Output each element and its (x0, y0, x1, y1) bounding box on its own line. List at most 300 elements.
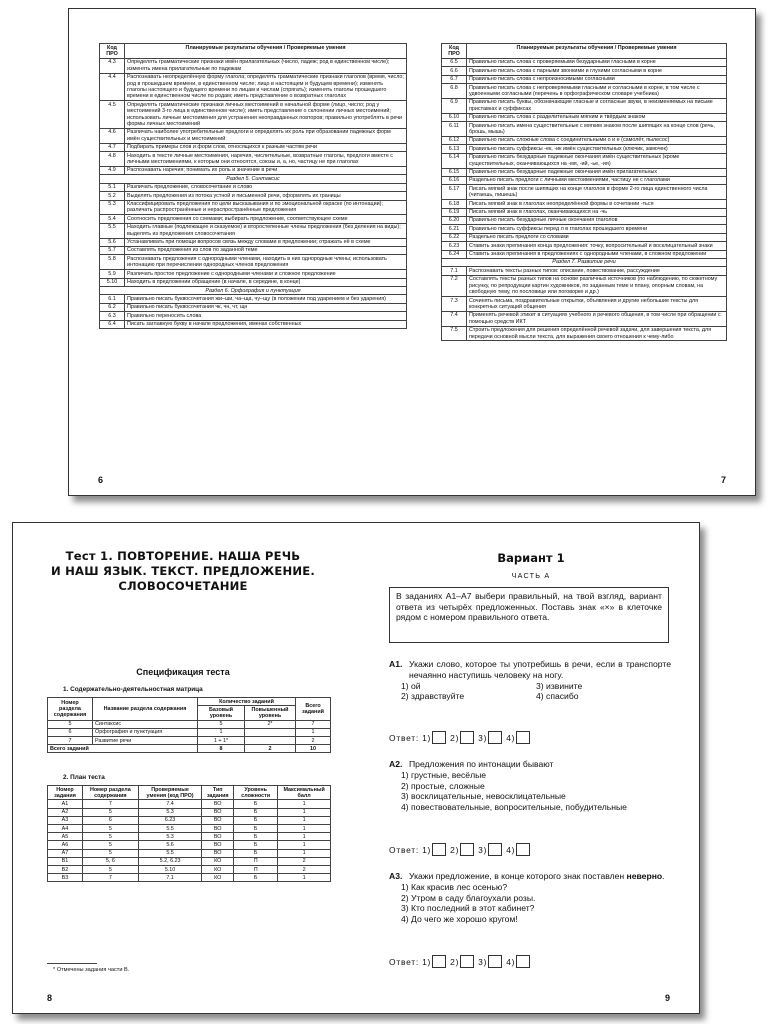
basic-count: 1 (198, 728, 245, 736)
skill-text: Составлять тексты разных типов на основе различных источников (по наблюдению, по сюжетному рисунку, по репродукции картин художников, по заданным теме и плану, опорным словам, на свободную тему, по пословице или поговорке и др.) (467, 275, 727, 296)
pro-code: 6.22 (442, 233, 467, 241)
skill-text: Правильно писать безударные падежные окончания имён существительных (кроме существительных, оканчивающихся на -мя, -ий, -ье, -ия) (467, 153, 727, 168)
answer-option-number: 3) (478, 732, 488, 743)
pro-code: 6.12 (442, 136, 467, 144)
plan-cell: Б (234, 800, 278, 808)
pro-code: 5.6 (100, 238, 125, 246)
skill-text: Правильно писать слова с разделительным мягким и твёрдым знаком (467, 113, 727, 121)
skill-text: Правильно переносить слова (125, 312, 407, 320)
plan-cell: А6 (48, 841, 83, 849)
table-row (442, 250, 727, 258)
plan-cell: 6 (82, 816, 138, 824)
table-row (442, 258, 727, 266)
pro-code: 6.19 (442, 208, 467, 216)
results-header: Планируемые результаты обучения / Проверяемые умения (467, 44, 727, 59)
table-row (442, 200, 727, 208)
section-heading: Раздел 6. Орфография и пунктуация (100, 287, 407, 295)
pro-code: 6.2 (100, 303, 125, 311)
plan-cell: 5.3 (138, 808, 202, 816)
question-text: Предложения по интонации бывают (409, 759, 554, 769)
plan-column-header: Тип задания (202, 786, 234, 800)
table-row (100, 223, 407, 238)
pro-code: 6.18 (442, 200, 467, 208)
code-header: Код ПРО (100, 44, 125, 59)
pro-code: 4.4 (100, 73, 125, 101)
plan-column-header: Уровень сложности (234, 786, 278, 800)
table-row (442, 98, 727, 113)
pro-code: 7.4 (442, 311, 467, 326)
skill-text: Классифицировать предложения по цели высказывания и по эмоциональной окраске (по интонации); различать распространённые и нераспространённые предложения (125, 200, 407, 215)
table-row (442, 113, 727, 121)
basic-total: 8 (198, 745, 245, 753)
skill-text: Определять грамматические признаки имён прилагательных (число, падеж; род в единственном числе); изменять имена прилагательные по падежам (125, 58, 407, 73)
table-row (100, 215, 407, 223)
skill-text: Правильно писать суффиксы -ек, -ик имён существительных (ключик, замочек) (467, 145, 727, 153)
spec-title: Спецификация теста (136, 667, 230, 677)
answer-option-number: 4) (506, 844, 516, 855)
section-no-header: Номер раздела содержания (48, 698, 93, 721)
plan-cell: Б (234, 825, 278, 833)
pro-code: 5.8 (100, 255, 125, 270)
code-header: Код ПРО (442, 44, 467, 59)
option: 1) ой (401, 680, 421, 691)
section-name-header: Название раздела содержания (93, 698, 198, 721)
skill-text: Соотносить предложения со схемами; выбирать предложение, соответствующее схеме (125, 215, 407, 223)
page-number-7: 7 (721, 475, 727, 485)
section-no: 5 (48, 720, 93, 728)
answer-checkbox[interactable] (460, 955, 474, 968)
skill-text: Правильно писать слова с парными звонкими и глухими согласными в корне (467, 67, 727, 75)
table-row (100, 73, 407, 101)
table-row (442, 122, 727, 137)
option: 1) грустные, весёлые (401, 769, 487, 780)
grand-total: 10 (296, 745, 331, 753)
results-header: Планируемые результаты обучения / Проверяемые умения (125, 44, 407, 59)
option: 4) спасибо (536, 691, 579, 702)
skill-text: Строить предложения для решения определённой речевой задачи, для завершения текста, для передачи основной мысли текста, для выражения своего отношения к чему-либо (467, 326, 727, 341)
question-text-part: . (662, 871, 665, 881)
table-row (442, 297, 727, 312)
pro-code: 4.9 (100, 166, 125, 174)
table-row (48, 825, 331, 833)
table-row (48, 737, 331, 745)
table-row (442, 233, 727, 241)
page-number-6: 6 (98, 475, 104, 485)
pro-code: 6.24 (442, 250, 467, 258)
question-a2 (389, 759, 671, 813)
plan-cell: Б (234, 833, 278, 841)
table-row (100, 295, 407, 303)
table-row (100, 143, 407, 151)
answer-checkbox[interactable] (488, 955, 502, 968)
pro-code: 5.4 (100, 215, 125, 223)
question-number: А2. (389, 759, 403, 769)
skill-text: Подбирать примеры слов и форм слов, относящихся к разным частям речи (125, 143, 407, 151)
plan-cell: КО (202, 866, 234, 874)
question-a3 (389, 871, 671, 925)
plan-cell: 1 (278, 841, 331, 849)
plan-cell: КО (202, 874, 234, 882)
pro-code: 6.1 (100, 295, 125, 303)
pro-code: 6.13 (442, 145, 467, 153)
pro-code: 6.20 (442, 216, 467, 224)
answer-checkbox[interactable] (516, 843, 530, 856)
plan-cell: 5.2, 6.23 (138, 857, 202, 865)
pro-code: 5.9 (100, 270, 125, 278)
answer-option-number: 4) (506, 956, 516, 967)
answer-checkbox[interactable] (516, 731, 530, 744)
answer-checkbox[interactable] (460, 843, 474, 856)
plan-cell: ВО (202, 849, 234, 857)
table-row (442, 242, 727, 250)
total-count: 2 (296, 737, 331, 745)
answer-checkbox[interactable] (432, 843, 446, 856)
answer-option-number: 3) (478, 956, 488, 967)
plan-cell: 1 (278, 825, 331, 833)
answer-row-a3 (389, 955, 534, 968)
answer-checkbox[interactable] (432, 955, 446, 968)
section-no: 7 (48, 737, 93, 745)
plan-cell: 5.5 (138, 825, 202, 833)
table-row (100, 238, 407, 246)
skill-text: Правильно писать суффиксы перед л в глаголах прошедшего времени (467, 225, 727, 233)
table-row (100, 128, 407, 143)
pro-code: 5.1 (100, 183, 125, 191)
pro-code: 6.8 (442, 84, 467, 99)
table-row (100, 166, 407, 174)
section-no: 6 (48, 728, 93, 736)
table-row (442, 185, 727, 200)
skill-text: Писать мягкий знак после шипящих на конце глаголов в форме 2-го лица единственного числа (читаешь, пишешь) (467, 185, 727, 200)
skill-text: Распознавать тексты разных типов: описание, повествование, рассуждение (467, 267, 727, 275)
table-row (100, 270, 407, 278)
table-row (100, 255, 407, 270)
table-row (100, 183, 407, 191)
skill-text: Правильно писать слова с проверяемыми безударными гласными в корне (467, 58, 727, 66)
skill-text: Сочинять письма, поздравительные открытки, объявления и другие небольшие тексты для конкретных ситуаций общения (467, 297, 727, 312)
answer-option-number: 4) (506, 732, 516, 743)
option: 1) Как красив лес осенью? (401, 881, 508, 892)
skill-text: Выделять предложения из потока устной и письменной речи, оформлять их границы (125, 192, 407, 200)
matrix-title: 1. Содержательно-деятельностная матрица (63, 686, 203, 693)
page-number-9: 9 (665, 993, 671, 1003)
pro-code: 6.16 (442, 176, 467, 184)
table-row (100, 312, 407, 320)
skill-text: Находить в предложении обращение (в начале, в середине, в конце) (125, 278, 407, 286)
test-title-line: И НАШ ЯЗЫК. ТЕКСТ. ПРЕДЛОЖЕНИЕ. (50, 564, 315, 578)
pro-code: 5.10 (100, 278, 125, 286)
advanced-count: 2* (245, 720, 296, 728)
total-header: Всего заданий (296, 698, 331, 721)
table-row (48, 833, 331, 841)
table-row (100, 278, 407, 286)
skill-text: Правильно писать имена существительные с мягким знаком после шипящих на конце слов (речь, брошь, мышь) (467, 122, 727, 137)
skill-text: Раздельно писать предлоги со словами (467, 233, 727, 241)
results-table-page-7 (441, 43, 727, 341)
results-table-page-6 (99, 43, 407, 329)
test-title-line: СЛОВОСОЧЕТАНИЕ (118, 579, 248, 593)
plan-cell: А7 (48, 849, 83, 857)
section-name: Орфография и пунктуация (93, 728, 198, 736)
answer-option-number: 2) (450, 956, 460, 967)
plan-cell: 7 (82, 874, 138, 882)
table-row (48, 808, 331, 816)
skill-text: Устанавливать при помощи вопросов связь между словами в предложении; отражать её в схеме (125, 238, 407, 246)
table-row (442, 208, 727, 216)
plan-column-header: Проверяемые умения (код ПРО) (138, 786, 202, 800)
advanced-level-header: Повышенный уровень (245, 706, 296, 720)
table-row (100, 303, 407, 311)
plan-cell: 1 (278, 874, 331, 882)
plan-cell: 5 (82, 833, 138, 841)
answer-option-number: 1) (422, 732, 432, 743)
skill-text: Писать мягкий знак в глаголах неопределённой формы в сочетании -ться (467, 200, 727, 208)
page-number-8: 8 (47, 993, 53, 1003)
table-row (100, 175, 407, 183)
table-row (442, 153, 727, 168)
plan-cell: Б (234, 874, 278, 882)
answer-option-number: 2) (450, 732, 460, 743)
section-name: Синтаксис (93, 720, 198, 728)
option: 2) простые, сложные (401, 780, 485, 791)
table-row (442, 267, 727, 275)
plan-cell: А4 (48, 825, 83, 833)
skill-text: Писать мягкий знак в глаголах, оканчивающихся на -чь (467, 208, 727, 216)
answer-option-number: 1) (422, 956, 432, 967)
table-row (442, 168, 727, 176)
plan-cell: 7 (82, 800, 138, 808)
plan-cell: 1 (278, 816, 331, 824)
plan-cell: А2 (48, 808, 83, 816)
section-heading: Раздел 7. Развитие речи (442, 258, 727, 266)
option: 3) Кто последний в этот кабинет? (401, 903, 535, 914)
pro-code: 6.15 (442, 168, 467, 176)
test-title-line: Тест 1. ПОВТОРЕНИЕ. НАША РЕЧЬ (65, 549, 301, 563)
table-row (100, 246, 407, 254)
content-matrix-table (47, 697, 331, 753)
table-row (442, 145, 727, 153)
pro-code: 6.3 (100, 312, 125, 320)
plan-cell: П (234, 857, 278, 865)
answer-option-number: 3) (478, 844, 488, 855)
table-row (100, 320, 407, 328)
top-spread (68, 8, 756, 496)
pro-code: 4.7 (100, 143, 125, 151)
section-name: Развитие речи (93, 737, 198, 745)
answer-checkbox[interactable] (488, 731, 502, 744)
plan-cell: Б (234, 808, 278, 816)
instruction-box: В заданиях А1–А7 выбери правильный, на твой взгляд, вариант ответа из четырёх предложенных. Поставь знак «×» в клеточке рядом с номером правильного ответа. (389, 587, 669, 643)
plan-cell: 5.6 (138, 841, 202, 849)
table-row (442, 176, 727, 184)
answer-checkbox[interactable] (432, 731, 446, 744)
skill-text: Раздельно писать предлоги с личными местоимениями, частицу не с глаголами (467, 176, 727, 184)
plan-cell: 5 (82, 849, 138, 857)
table-row (48, 728, 331, 736)
plan-cell: ВО (202, 833, 234, 841)
answer-option-number: 2) (450, 844, 460, 855)
table-row (442, 58, 727, 66)
table-row (442, 136, 727, 144)
option: 4) повествовательные, вопросительные, побудительные (401, 802, 627, 813)
answer-checkbox[interactable] (516, 955, 530, 968)
table-row (100, 287, 407, 295)
plan-title: 2. План теста (63, 774, 105, 781)
variant-title: Вариант 1 (497, 551, 565, 565)
table-row (100, 192, 407, 200)
skill-text: Распознавать неопределённую форму глагола; определять грамматические признаки глаголов (время, число; род в прошедшем времени, в единственном числе; лицо в настоящем и будущем времени); изменять глаголы настоящего и будущего времени по лицам и числам (спрягать); изменять глаголы прошедшего времени в единственном числе по родам; иметь представление о возвратных глаголах (125, 73, 407, 101)
pro-code: 6.23 (442, 242, 467, 250)
answer-checkbox[interactable] (488, 843, 502, 856)
table-row (48, 816, 331, 824)
skill-text: Правильно писать буквосочетания чк, чн, чт, щн (125, 303, 407, 311)
pro-code: 4.3 (100, 58, 125, 73)
skill-text: Распознавать предложения с однородными членами, находить в них однородные члены; использовать интонацию при перечислении однородных членов предложения (125, 255, 407, 270)
plan-cell: 1 (278, 800, 331, 808)
plan-cell: 5 (82, 841, 138, 849)
plan-cell: Б (234, 816, 278, 824)
plan-cell: ВО (202, 816, 234, 824)
plan-cell: В3 (48, 874, 83, 882)
plan-cell: 6.23 (138, 816, 202, 824)
pro-code: 6.21 (442, 225, 467, 233)
pro-code: 6.6 (442, 67, 467, 75)
plan-cell: ВО (202, 841, 234, 849)
plan-cell: 5, 6 (82, 857, 138, 865)
skill-text: Писать заглавную букву в начале предложения, именах собственных (125, 320, 407, 328)
skill-text: Применять речевой этикет в ситуациях учебного и речевого общения, в том числе при обращении с помощью средств ИКТ (467, 311, 727, 326)
plan-cell: А5 (48, 833, 83, 841)
pro-code: 5.2 (100, 192, 125, 200)
emphasized-word: неверно (626, 871, 663, 881)
skill-text: Правильно писать безударные падежные окончания имён прилагательных (467, 168, 727, 176)
table-row (100, 101, 407, 129)
pro-code: 6.5 (442, 58, 467, 66)
option: 2) здравствуйте (401, 691, 465, 702)
plan-cell: 5 (82, 825, 138, 833)
table-row (48, 849, 331, 857)
test-plan-table (47, 785, 331, 882)
plan-cell: 5.10 (138, 866, 202, 874)
table-row (442, 84, 727, 99)
total-label: Всего заданий (48, 745, 198, 753)
table-row (48, 841, 331, 849)
table-row (442, 225, 727, 233)
table-row (442, 311, 727, 326)
question-text: Укажи слово, которое ты употребишь в речи, если в транспорте нечаянно наступишь человеку на ногу. (409, 659, 671, 680)
skill-text: Правильно писать слова с непроверяемыми гласными и согласными в корне, в том числе с удвоенными согласными (перечень в орфографическом словаре учебника) (467, 84, 727, 99)
plan-cell: КО (202, 857, 234, 865)
answer-label: Ответ: (389, 732, 420, 743)
pro-code: 6.4 (100, 320, 125, 328)
question-number: А1. (389, 659, 403, 669)
plan-cell: 2 (278, 866, 331, 874)
plan-cell: 1 (278, 833, 331, 841)
question-text-part: Укажи предложение, в конце которого знак поставлен (409, 871, 627, 881)
footnote-divider (47, 963, 97, 964)
pro-code: 7.5 (442, 326, 467, 341)
basic-count: 1 + 1* (198, 737, 245, 745)
table-row (48, 720, 331, 728)
pro-code: 7.3 (442, 297, 467, 312)
skill-text: Правильно писать безударные личные окончания глаголов (467, 216, 727, 224)
basic-level-header: Базовый уровень (198, 706, 245, 720)
pro-code: 7.2 (442, 275, 467, 296)
total-row (48, 745, 331, 753)
skill-text: Различать простое предложение с однородными членами и сложное предложение (125, 270, 407, 278)
table-row (442, 275, 727, 296)
skill-text: Различать наиболее употребительные предлоги и определять их роль при образовании падежных форм имён существительных и местоимений (125, 128, 407, 143)
plan-cell: 2 (278, 857, 331, 865)
skill-text: Находить в тексте личные местоимения, наречия, числительные, возвратные глаголы, предлоги вместе с личными местоимениями, к которым они относятся, союзы и, а, но, частицу не при глаголах (125, 152, 407, 167)
option: 4) До чего же хорошо кругом! (401, 914, 518, 925)
pro-code: 7.1 (442, 267, 467, 275)
plan-column-header: Номер раздела содержания (82, 786, 138, 800)
table-row (48, 874, 331, 882)
advanced-total: 2 (245, 745, 296, 753)
skill-text: Правильно писать сложные слова с соединительными о и е (самолёт, пылесос) (467, 136, 727, 144)
test-title (33, 549, 333, 594)
answer-row-a1 (389, 731, 534, 744)
pro-code: 4.5 (100, 101, 125, 129)
plan-cell: 7.1 (138, 874, 202, 882)
table-row (48, 866, 331, 874)
bottom-spread (12, 522, 700, 1014)
question-a1 (389, 659, 671, 702)
skill-text: Определять грамматические признаки личных местоимений в начальной форме (лицо, число; род у местоимений 3-го лица в единственном числе); иметь представление о склонении личных местоимений; использовать личные местоимения для устранения неоправданных повторов; правильно употреблять в речи формы личных местоимений (125, 101, 407, 129)
pro-code: 6.14 (442, 153, 467, 168)
total-count: 7 (296, 720, 331, 728)
plan-cell: Б (234, 849, 278, 857)
question-text (407, 871, 665, 882)
table-row (100, 152, 407, 167)
plan-cell: 7.4 (138, 800, 202, 808)
option: 3) извините (536, 680, 583, 691)
section-heading: Раздел 5. Синтаксис (100, 175, 407, 183)
skill-text: Ставить знаки препинания конца предложения: точку, вопросительный и восклицательный знаки (467, 242, 727, 250)
plan-cell: 5 (82, 866, 138, 874)
pro-code: 5.7 (100, 246, 125, 254)
advanced-count (245, 728, 296, 736)
total-count: 1 (296, 728, 331, 736)
footnote: * Отмечены задания части В. (53, 967, 130, 973)
plan-cell: ВО (202, 800, 234, 808)
answer-option-number: 1) (422, 844, 432, 855)
pro-code: 5.5 (100, 223, 125, 238)
answer-checkbox[interactable] (460, 731, 474, 744)
pro-code: 6.7 (442, 75, 467, 83)
skill-text: Правильно писать буквы, обозначающие гласные и согласные звуки, в неизменяемых на письме приставках и суффиксах (467, 98, 727, 113)
pro-code: 6.10 (442, 113, 467, 121)
table-row (442, 75, 727, 83)
pro-code: 5.3 (100, 200, 125, 215)
table-row (100, 58, 407, 73)
skill-text: Различать предложение, словосочетание и слово (125, 183, 407, 191)
plan-cell: А3 (48, 816, 83, 824)
answer-label: Ответ: (389, 844, 420, 855)
basic-count: 5 (198, 720, 245, 728)
pro-code: 6.17 (442, 185, 467, 200)
skill-text: Составлять предложения из слов по заданной теме (125, 246, 407, 254)
plan-cell: 1 (278, 849, 331, 857)
plan-cell: Б (234, 841, 278, 849)
plan-cell: 5.3 (138, 833, 202, 841)
pro-code: 4.6 (100, 128, 125, 143)
plan-cell: А1 (48, 800, 83, 808)
pro-code: 6.9 (442, 98, 467, 113)
pro-code: 6.11 (442, 122, 467, 137)
plan-cell: 5.5 (138, 849, 202, 857)
